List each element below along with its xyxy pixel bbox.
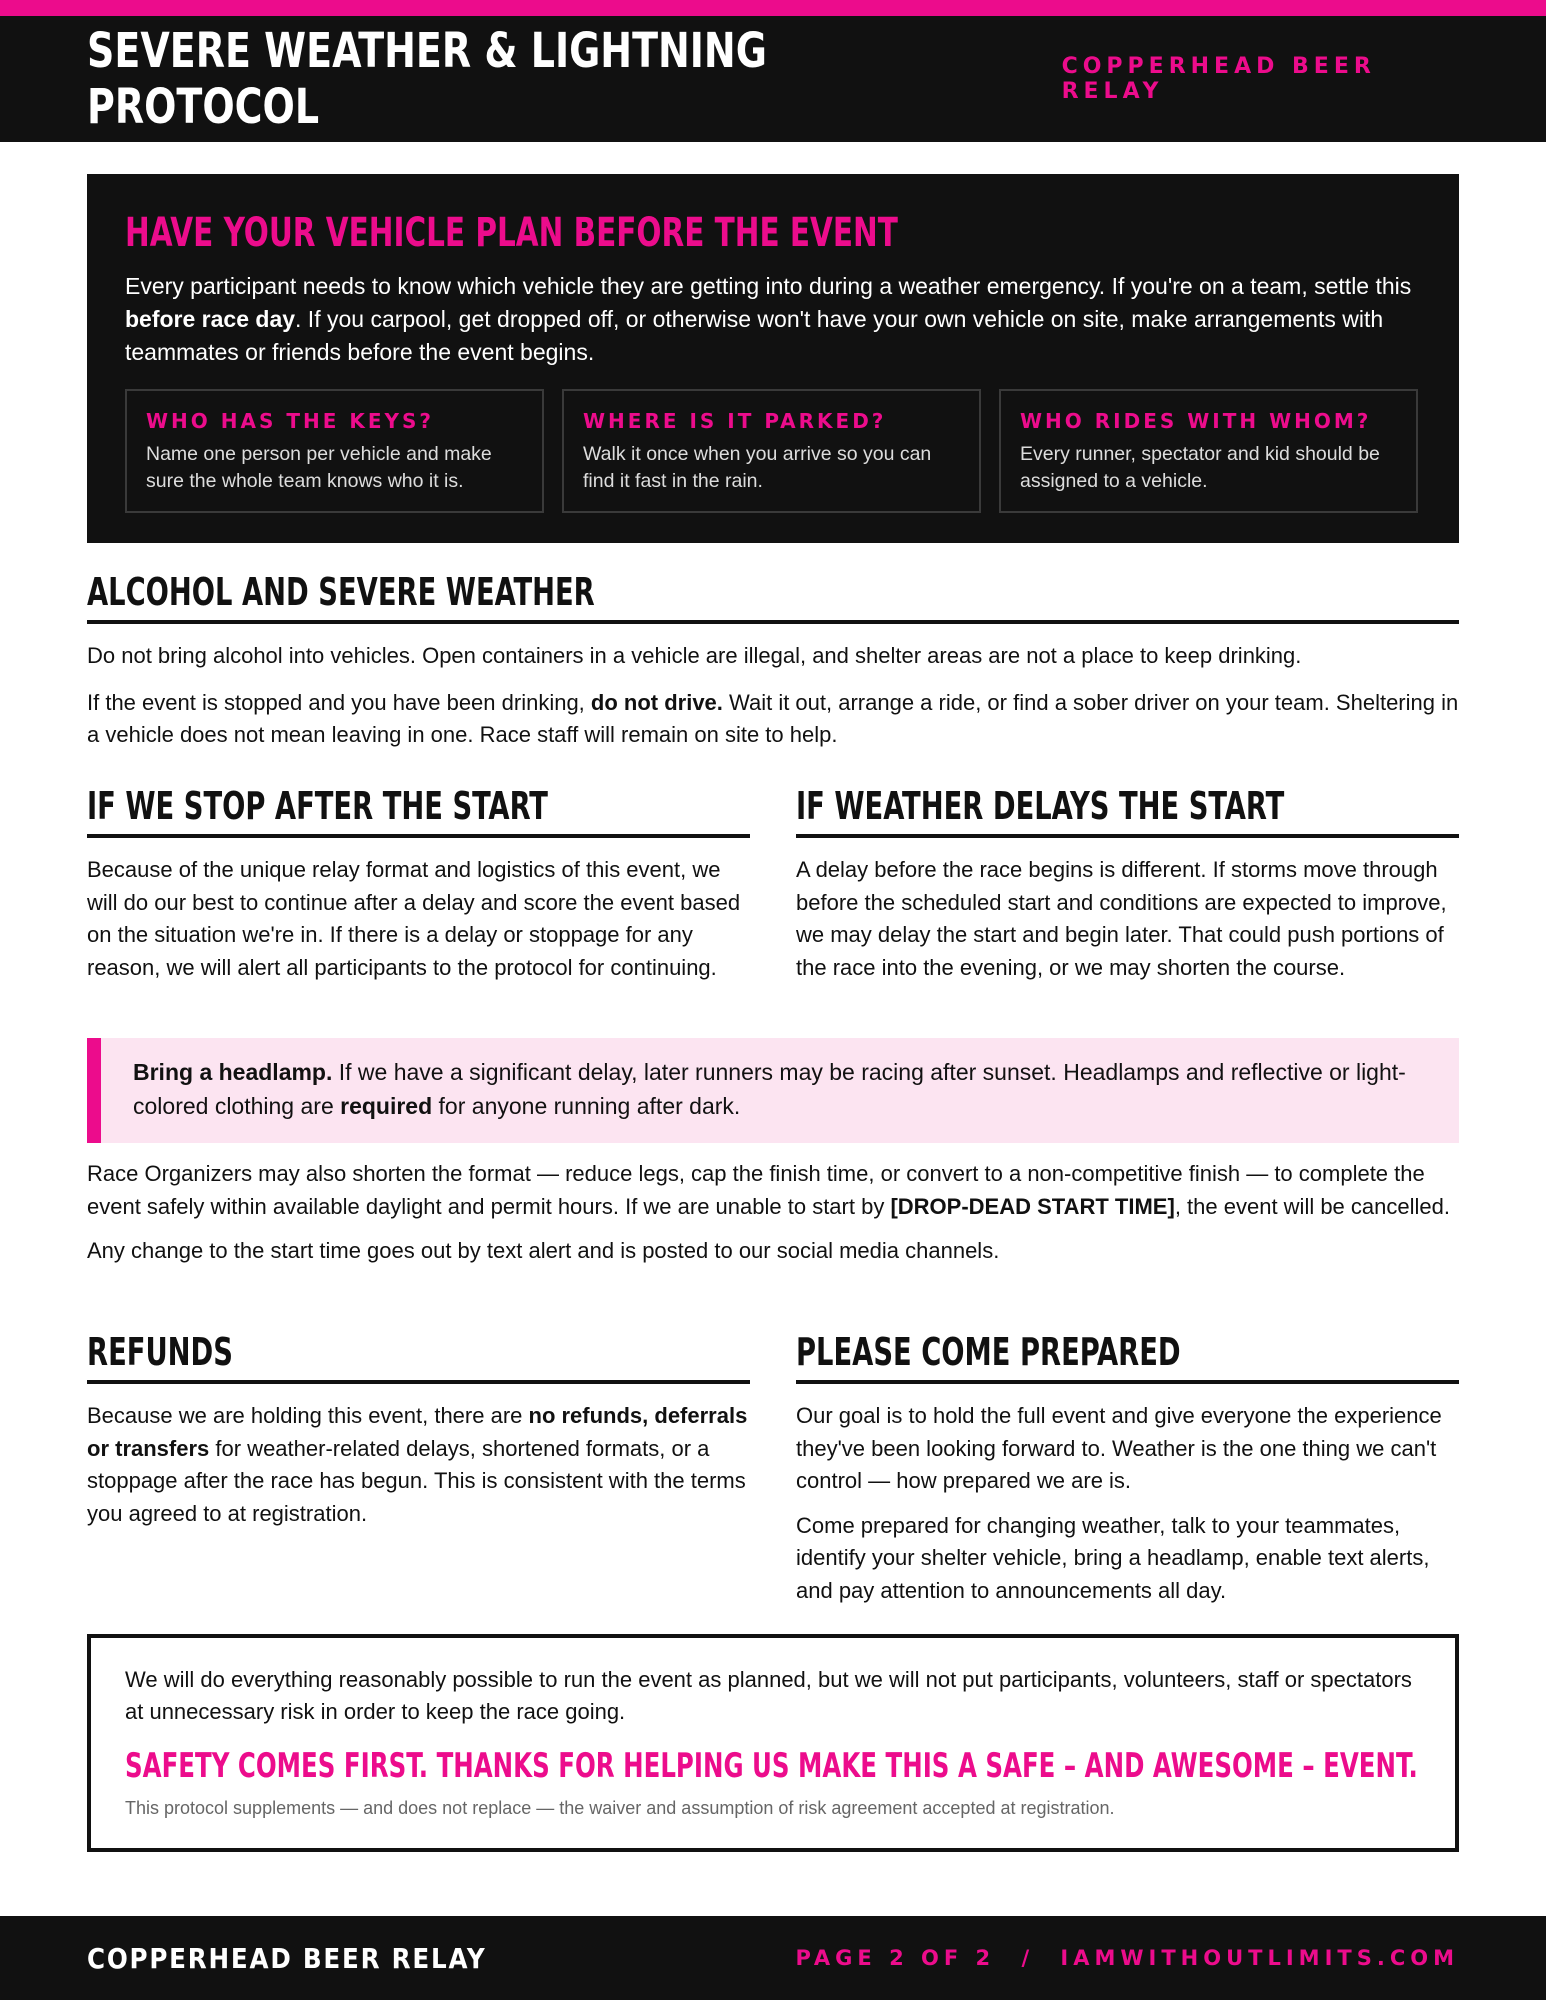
text: Race Organizers may also shorten the format — reduce legs, cap the finish time, or convert to a non-competitive finish — to complete the event safely within available daylight and permit hours. If we are unable to start by	[87, 1161, 1425, 1219]
stop-after-start-title: IF WE STOP AFTER THE START	[87, 784, 548, 828]
page-header	[0, 16, 1546, 142]
intro-text-cont: . If you carpool, get dropped off, or otherwise won't have your own vehicle on site, make arrangements with teammates or friends before the event begins.	[125, 306, 1384, 365]
website-link[interactable]: IAMWITHOUTLIMITS.COM	[1060, 1946, 1459, 1970]
section-rule	[87, 1380, 750, 1384]
intro-text: Every participant needs to know which vehicle they are getting into during a weather emergency. If you're on a team, settle this	[125, 273, 1412, 299]
vehicle-plan-cards	[125, 389, 1421, 513]
card-title: WHO HAS THE KEYS?	[146, 409, 435, 433]
weather-delays-section	[796, 784, 1459, 984]
vehicle-plan-panel	[87, 174, 1459, 543]
alcohol-title: ALCOHOL AND SEVERE WEATHER	[87, 570, 595, 614]
top-accent-bar	[0, 0, 1546, 16]
weather-delays-text: A delay before the race begins is different. If storms move through before the scheduled start and conditions are expected to improve, we may delay the start and begin later. That could push portions of the race into the evening, or we may shorten the course.	[796, 857, 1447, 980]
card-rides	[999, 389, 1418, 513]
section-rule	[87, 620, 1459, 624]
alcohol-paragraph-2	[87, 687, 1459, 752]
refunds-title: REFUNDS	[87, 1330, 233, 1374]
card-parked	[562, 389, 981, 513]
text: Wait it out, arrange a ride, or find a sober driver on your team. Sheltering in a vehicle does not mean leaving in one. Race staff will remain on site to help.	[87, 689, 1459, 747]
safety-headline: SAFETY COMES FIRST. THANKS FOR HELPING US MAKE THIS A SAFE – AND AWESOME – EVENT.	[125, 1746, 1418, 1786]
emphasis: [DROP-DEAD START TIME]	[890, 1193, 1175, 1219]
footer-brand: COPPERHEAD BEER RELAY	[87, 1941, 487, 1975]
text: for weather-related delays, shortened formats, or a stoppage after the race has begun. This is consistent with the terms you agreed to at registration.	[87, 1435, 746, 1526]
prepared-paragraph-2: Come prepared for changing weather, talk to your teammates, identify your shelter vehicle, bring a headlamp, enable text alerts, and pay attention to announcements all day.	[796, 1512, 1430, 1603]
section-rule	[796, 1380, 1459, 1384]
shorten-paragraph-1	[87, 1158, 1459, 1223]
page-title: SEVERE WEATHER & LIGHTNING PROTOCOL	[87, 23, 767, 135]
section-rule	[796, 834, 1459, 838]
callout-text: If we have a significant delay, later runners may be racing after sunset. Headlamps and reflective or light-colored clothing are	[133, 1059, 1406, 1119]
text: If the event is stopped and you have been drinking,	[87, 689, 591, 715]
vehicle-plan-title: HAVE YOUR VEHICLE PLAN BEFORE THE EVENT	[125, 210, 898, 256]
footer-separator: /	[1021, 1946, 1035, 1970]
card-text: Name one person per vehicle and make sure the whole team knows who it is.	[146, 443, 492, 492]
refunds-text	[87, 1400, 750, 1530]
header-brand: COPPERHEAD BEER RELAY	[1061, 54, 1376, 104]
shorten-section	[87, 1158, 1459, 1268]
card-text: Every runner, spectator and kid should be assigned to a vehicle.	[1020, 443, 1380, 492]
prepared-paragraph-1: Our goal is to hold the full event and give everyone the experience they've been looking forward to. Weather is the one thing we can't control — how prepared we are is.	[796, 1403, 1442, 1493]
headlamp-callout	[87, 1038, 1459, 1143]
safety-box	[87, 1634, 1459, 1852]
emphasis: do not drive.	[590, 689, 723, 715]
callout-emphasis: required	[340, 1093, 433, 1119]
section-rule	[87, 834, 750, 838]
stop-after-start-section	[87, 784, 750, 984]
card-text: Walk it once when you arrive so you can find it fast in the rain.	[583, 443, 932, 492]
callout-text: for anyone running after dark.	[432, 1093, 741, 1119]
card-title: WHERE IS IT PARKED?	[583, 409, 887, 433]
alcohol-section	[87, 570, 1459, 752]
intro-emphasis: before race day	[125, 306, 296, 332]
weather-delays-title: IF WEATHER DELAYS THE START	[796, 784, 1285, 828]
text: , the event will be cancelled.	[1174, 1193, 1450, 1219]
prepared-section	[796, 1330, 1459, 1607]
text: Because we are holding this event, there are	[87, 1403, 529, 1428]
shorten-paragraph-2: Any change to the start time goes out by text alert and is posted to our social media channels.	[87, 1238, 1000, 1263]
stop-after-start-text: Because of the unique relay format and logistics of this event, we will do our best to continue after a delay and score the event based on the situation we're in. If there is a delay or stoppage for any reason, we will alert all participants to the protocol for continuing.	[87, 857, 741, 980]
safety-statement: We will do everything reasonably possible to run the event as planned, but we will not put participants, volunteers, staff or spectators at unnecessary risk in order to keep the race going.	[125, 1667, 1412, 1724]
page-footer	[0, 1916, 1546, 2000]
alcohol-paragraph-1: Do not bring alcohol into vehicles. Open containers in a vehicle are illegal, and shelter areas are not a place to keep drinking.	[87, 643, 1302, 668]
emphasis: no refunds, deferrals or transfers	[87, 1403, 748, 1461]
prepared-title: PLEASE COME PREPARED	[796, 1330, 1181, 1374]
refunds-section	[87, 1330, 750, 1530]
protocol-note: This protocol supplements — and does not replace — the waiver and assumption of risk agreement accepted at registration.	[125, 1798, 1115, 1818]
page-number: PAGE 2 OF 2	[795, 1946, 996, 1970]
card-title: WHO RIDES WITH WHOM?	[1020, 409, 1372, 433]
callout-emphasis: Bring a headlamp.	[133, 1059, 333, 1085]
footer-page-info	[795, 1946, 1459, 1970]
vehicle-plan-intro	[125, 270, 1425, 369]
card-keys	[125, 389, 544, 513]
